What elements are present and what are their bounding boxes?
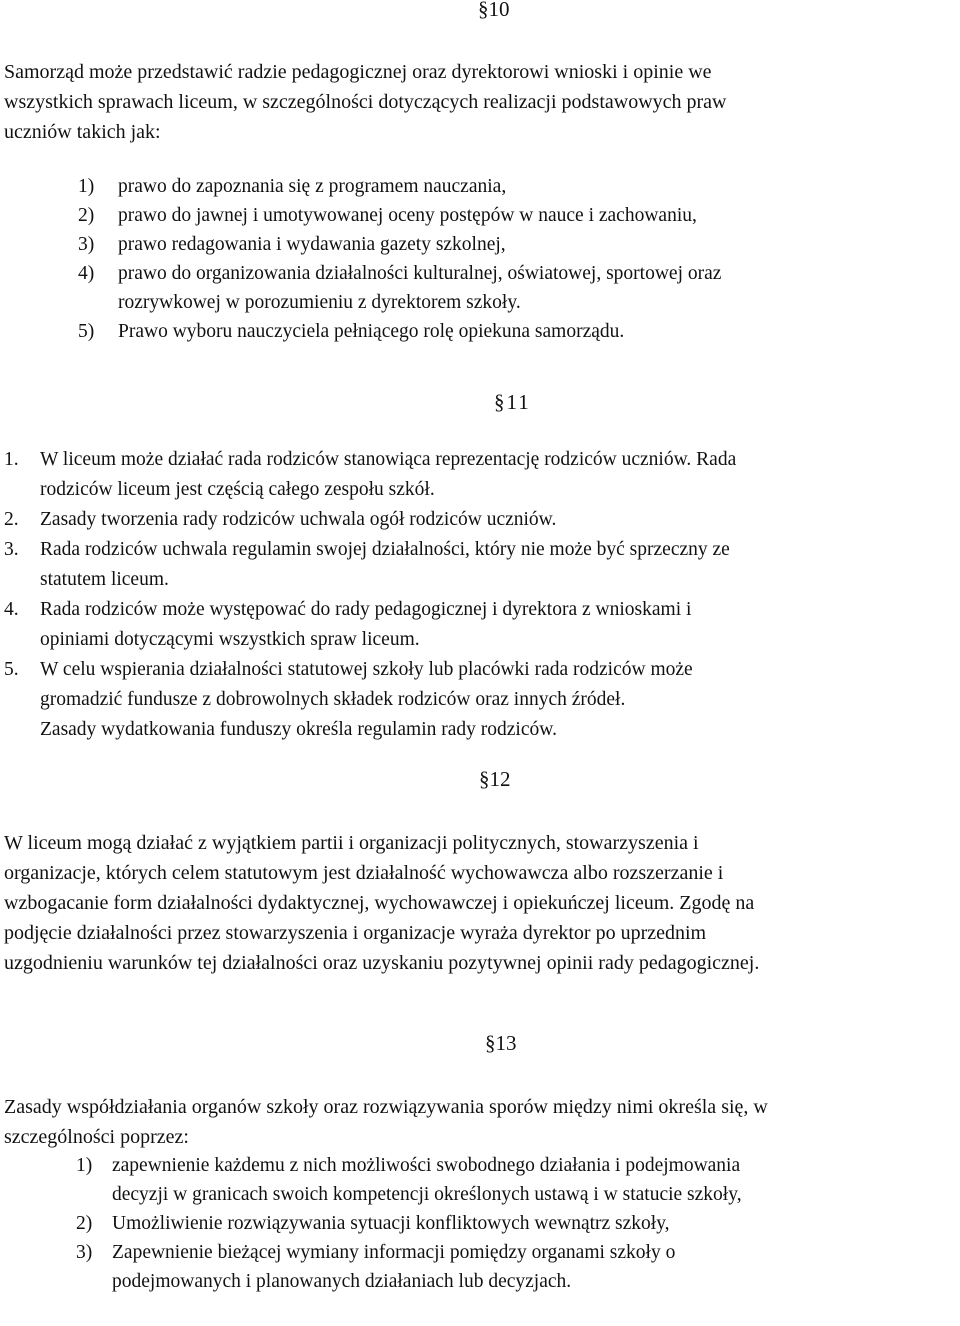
item-text: Rada rodziców może występować do rady pedagogicznej i dyrektora z wnioskami i (40, 599, 692, 620)
item-text: W liceum może działać rada rodziców stanowiąca reprezentację rodziców uczniów. Rada (40, 449, 737, 470)
item-number: 4) (78, 263, 95, 284)
item-text: rozrywkowej w porozumieniu z dyrektorem szkoły. (118, 292, 521, 313)
item-number: 2) (76, 1213, 93, 1234)
item-text: Umożliwienie rozwiązywania sytuacji konfliktowych wewnątrz szkoły, (112, 1213, 670, 1234)
item-number: 2) (78, 205, 95, 226)
item-number: 1) (78, 176, 95, 197)
intro-line: uczniów takich jak: (4, 121, 161, 143)
section-10-intro (4, 57, 727, 147)
list-item (4, 445, 944, 505)
item-number: 1) (76, 1155, 93, 1176)
list-item (4, 655, 944, 745)
section-13-heading: §13 (485, 1031, 517, 1055)
item-number: 3. (4, 539, 19, 560)
item-number: 5) (78, 321, 95, 342)
section-13-list (76, 1151, 946, 1296)
list-item (78, 172, 938, 201)
paragraph-line: uzgodnieniu warunków tej działalności oraz uzyskaniu pozytywnej opinii rady pedagogicznej. (4, 952, 760, 974)
item-text: zapewnienie każdemu z nich możliwości swobodnego działania i podejmowania (112, 1155, 741, 1176)
item-text: rodziców liceum jest częścią całego zespołu szkół. (40, 479, 435, 500)
list-item (78, 317, 938, 346)
item-text: prawo do zapoznania się z programem nauczania, (118, 176, 507, 197)
list-item (4, 595, 944, 655)
intro-line: Zasady współdziałania organów szkoły oraz rozwiązywania sporów między nimi określa się, w (4, 1096, 768, 1118)
item-number: 5. (4, 659, 19, 680)
paragraph-line: W liceum mogą działać z wyjątkiem partii i organizacji politycznych, stowarzyszenia i (4, 832, 699, 854)
intro-line: Samorząd może przedstawić radzie pedagogicznej oraz dyrektorowi wnioski i opinie we (4, 61, 712, 83)
item-text: gromadzić fundusze z dobrowolnych składek rodziców oraz innych źródeł. (40, 689, 626, 710)
list-item (4, 505, 944, 535)
list-item (76, 1238, 946, 1296)
section-10-heading: §10 (478, 0, 510, 21)
paragraph-line: podjęcie działalności przez stowarzyszenia i organizacje wyraża dyrektor po uprzednim (4, 922, 707, 944)
item-text: Zapewnienie bieżącej wymiany informacji pomiędzy organami szkoły o (112, 1242, 676, 1263)
item-text: prawo do jawnej i umotywowanej oceny postępów w nauce i zachowaniu, (118, 205, 697, 226)
item-number: 1. (4, 449, 19, 470)
item-text: prawo redagowania i wydawania gazety szkolnej, (118, 234, 506, 255)
item-number: 3) (78, 234, 95, 255)
item-text: Prawo wyboru nauczyciela pełniącego rolę opiekuna samorządu. (118, 321, 625, 342)
item-text: Rada rodziców uchwala regulamin swojej działalności, który nie może być sprzeczny ze (40, 539, 730, 560)
item-text: Zasady wydatkowania funduszy określa regulamin rady rodziców. (40, 719, 557, 740)
list-item (78, 259, 938, 317)
paragraph-line: wzbogacanie form działalności dydaktycznej, wychowawczej i opiekuńczej liceum. Zgodę na (4, 892, 755, 914)
section-11-heading: §11 (494, 390, 531, 414)
section-10-list (78, 172, 938, 346)
section-13-intro (4, 1092, 768, 1152)
list-item (4, 535, 944, 595)
section-12-heading: §12 (479, 767, 511, 791)
intro-line: szczególności poprzez: (4, 1126, 189, 1148)
item-number: 3) (76, 1242, 93, 1263)
list-item (78, 230, 938, 259)
item-text: W celu wspierania działalności statutowej szkoły lub placówki rada rodziców może (40, 659, 693, 680)
list-item (76, 1209, 946, 1238)
list-item (78, 201, 938, 230)
section-11-list (4, 445, 944, 745)
paragraph-line: organizacje, których celem statutowym jest działalność wychowawcza albo rozszerzanie i (4, 862, 724, 884)
item-number: 4. (4, 599, 19, 620)
intro-line: wszystkich sprawach liceum, w szczególności dotyczących realizacji podstawowych praw (4, 91, 727, 113)
item-number: 2. (4, 509, 19, 530)
item-text: opiniami dotyczącymi wszystkich spraw liceum. (40, 629, 420, 650)
section-12-body (4, 828, 759, 978)
item-text: statutem liceum. (40, 569, 169, 590)
item-text: podejmowanych i planowanych działaniach lub decyzjach. (112, 1271, 572, 1292)
item-text: prawo do organizowania działalności kulturalnej, oświatowej, sportowej oraz (118, 263, 722, 284)
item-text: Zasady tworzenia rady rodziców uchwala ogół rodziców uczniów. (40, 509, 557, 530)
item-text: decyzji w granicach swoich kompetencji określonych ustawą i w statucie szkoły, (112, 1184, 742, 1205)
list-item (76, 1151, 946, 1209)
